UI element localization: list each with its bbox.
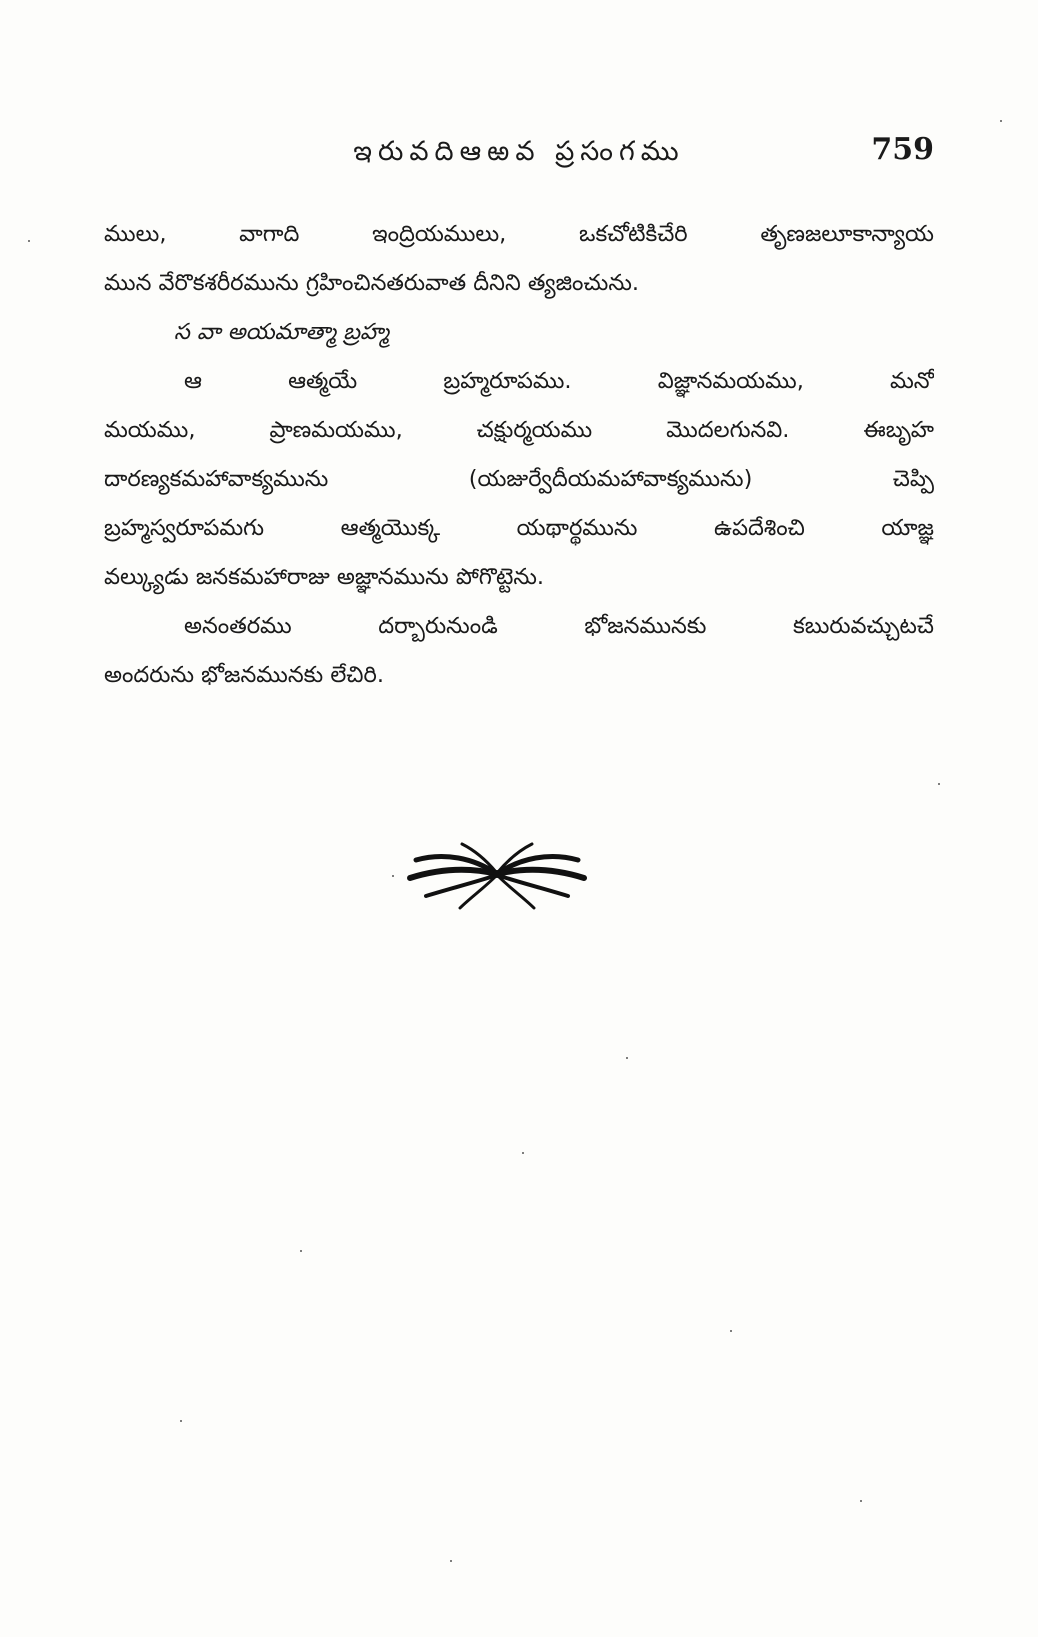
scan-speck — [522, 1152, 524, 1154]
scan-speck — [938, 783, 940, 785]
text-line: అందరును భోజనమునకు లేచిరి. — [104, 662, 385, 688]
scan-speck — [180, 1420, 182, 1422]
scan-speck — [860, 1500, 862, 1502]
text-line: ఆ ఆత్మయే బ్రహ్మరూపము. విజ్ఞానమయము, మనో — [184, 368, 934, 394]
text-line: వల్క్యుడు జనకమహారాజు అజ్ఞానమును పోగొట్టెను. — [104, 564, 545, 590]
scan-speck — [300, 1250, 302, 1252]
scan-speck — [1000, 120, 1002, 122]
scan-speck — [730, 1330, 732, 1332]
scan-speck — [392, 875, 394, 877]
text-line: మున వేరొకశరీరమును గ్రహించినతరువాత దీనిని త్యజించును. — [104, 270, 640, 296]
scan-speck — [626, 1057, 628, 1059]
body-text — [104, 210, 934, 700]
text-line: అనంతరము దర్బారునుండి భోజనమునకు కబురువచ్చుటచే — [184, 613, 934, 639]
text-line: మయము, ప్రాణమయము, చక్షుర్మయము మొదలగునవి. ఈబృహ — [104, 417, 934, 443]
page-number: 759 — [871, 132, 934, 167]
scan-speck — [450, 1560, 452, 1562]
scan-speck — [28, 240, 30, 242]
text-line: ములు, వాగాది ఇంద్రియములు, ఒకచోటికిచేరి తృణజలూకాన్యాయ — [104, 221, 934, 247]
text-line: బ్రహ్మస్వరూపమగు ఆత్మయొక్క యథార్థమును ఉపదేశించి యాజ్ఞ — [104, 515, 934, 541]
sanskrit-quote: స వా అయమాత్మా బ్రహ్మ — [174, 319, 389, 345]
running-title: ఇరువదిఆఱవ ప్రసంగము — [353, 136, 685, 167]
text-line: దారణ్యకమహావాక్యమును (యజుర్వేదీయమహావాక్యమును) చెప్పి — [104, 466, 934, 492]
page-header — [104, 132, 934, 186]
floral-ornament-icon — [404, 838, 590, 910]
